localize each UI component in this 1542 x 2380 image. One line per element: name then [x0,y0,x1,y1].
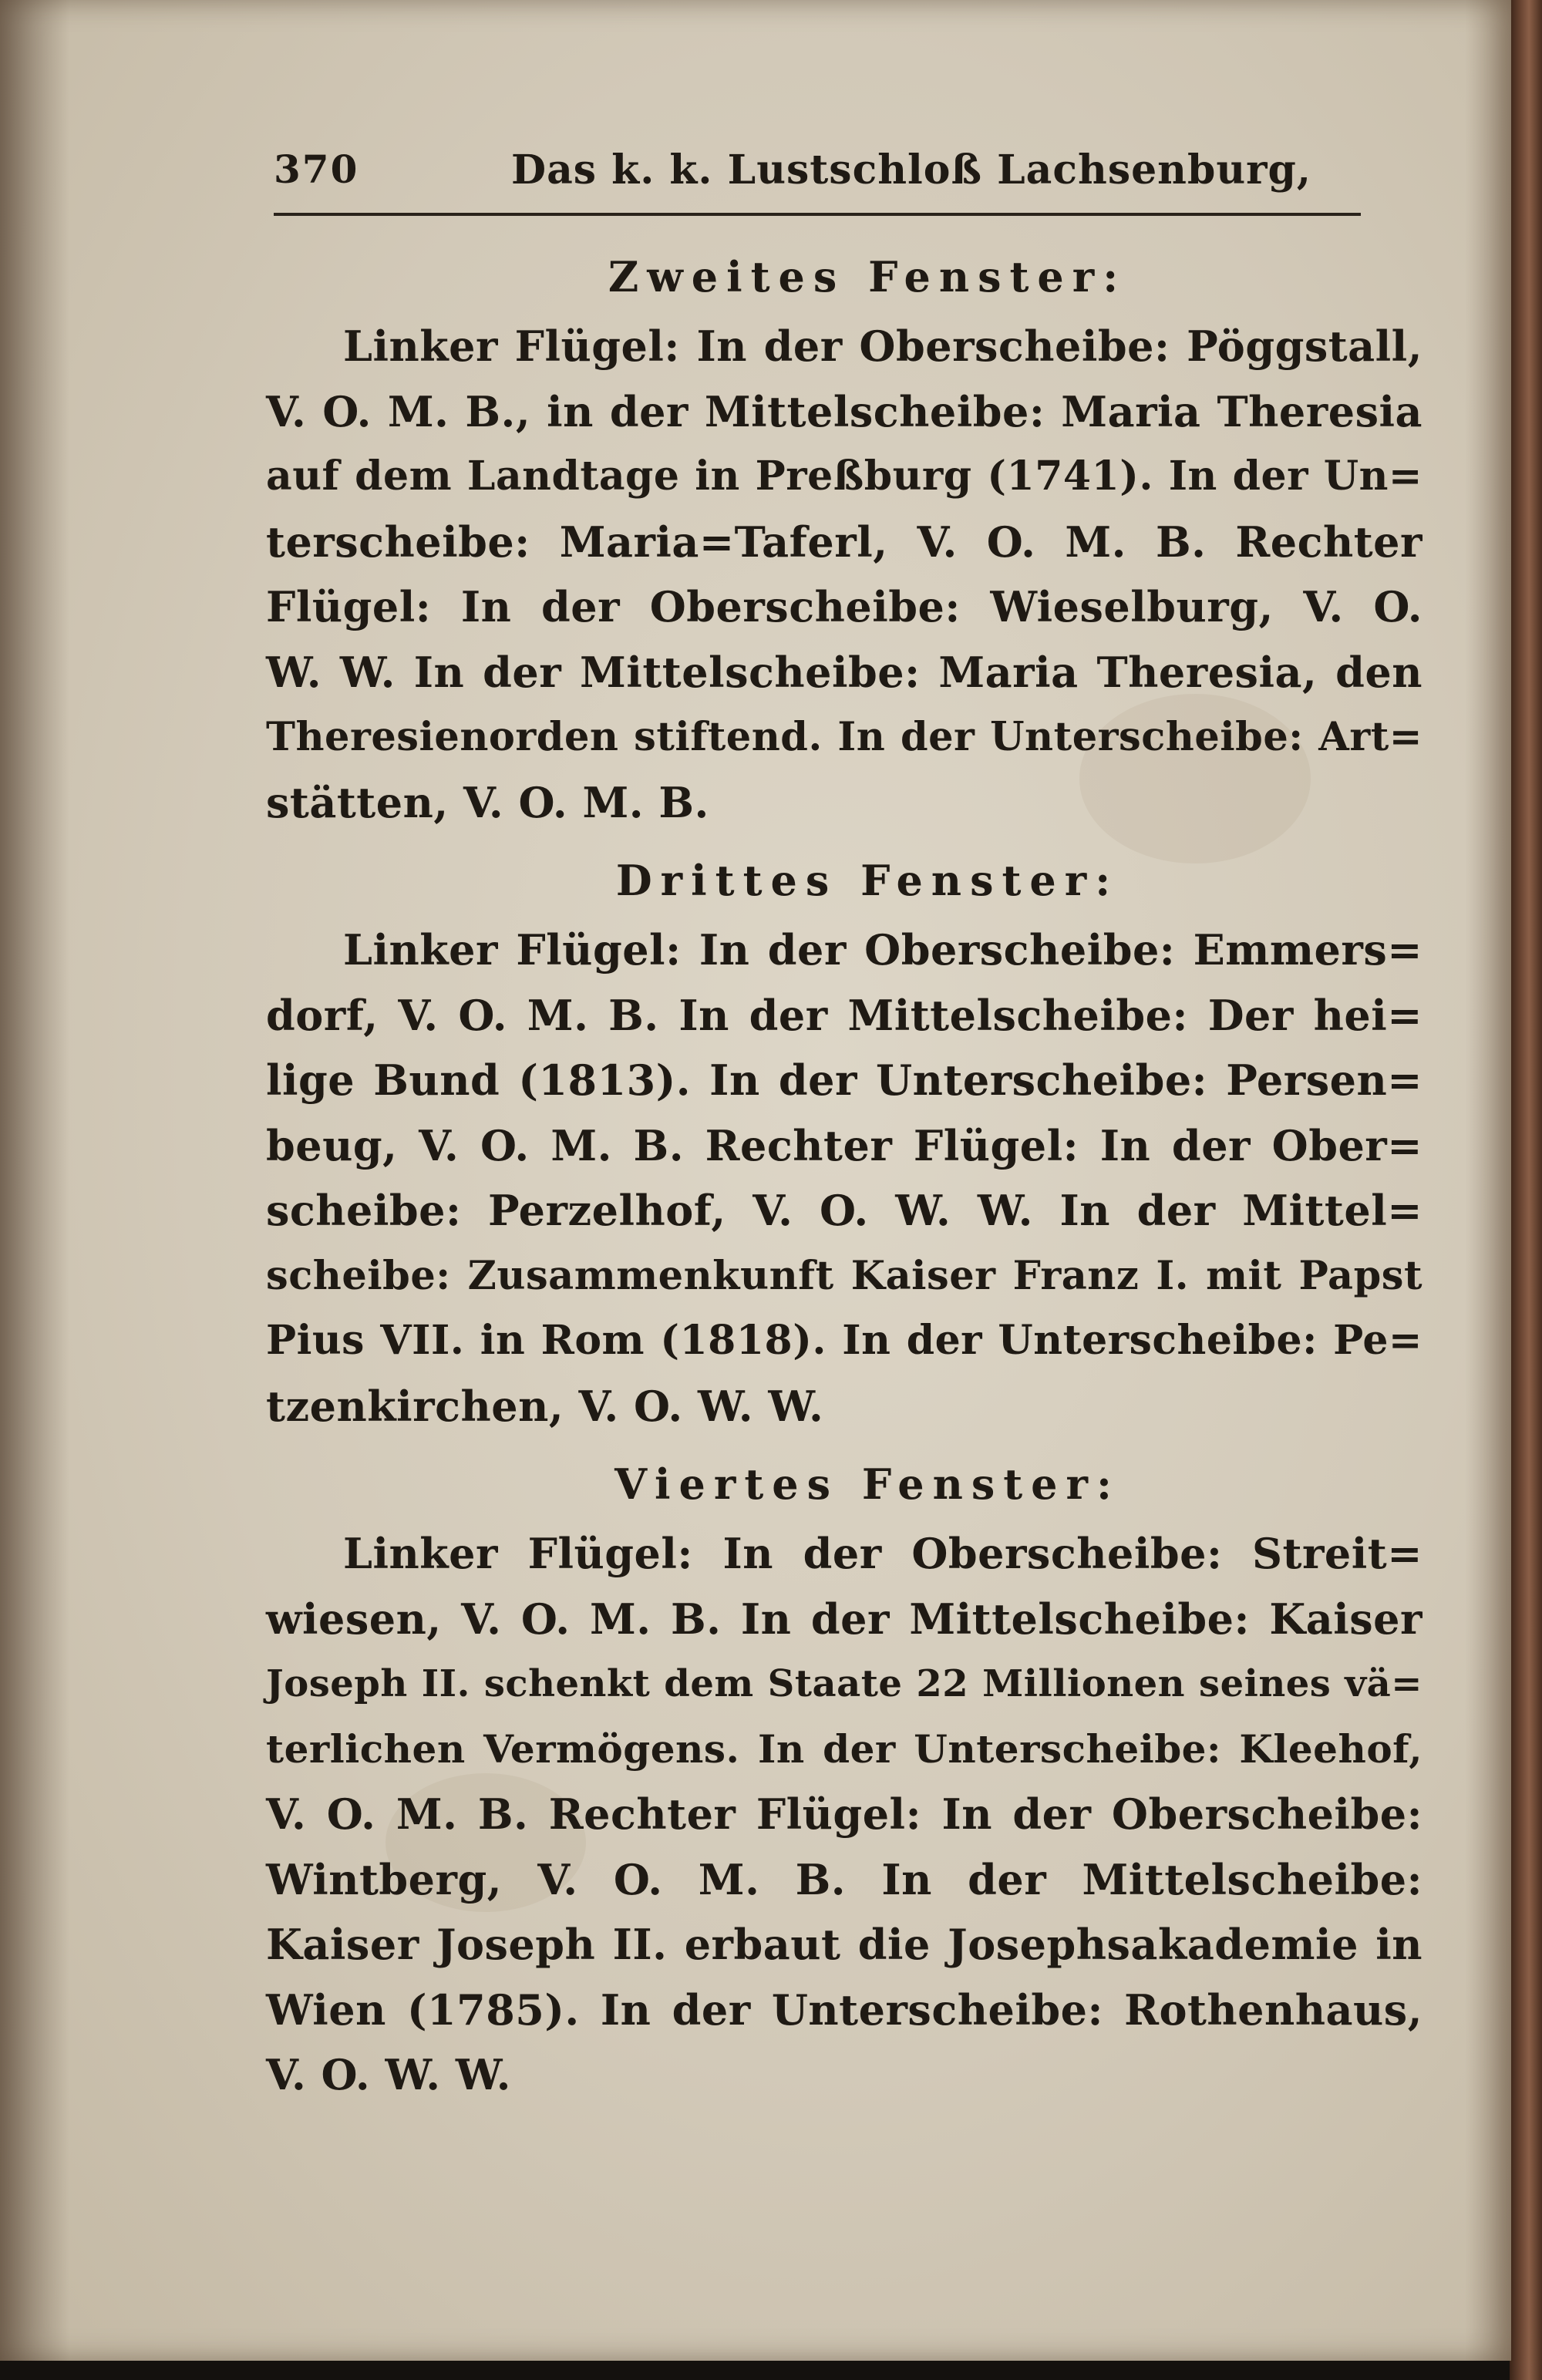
text-line: terscheibe: Maria=Taferl, V. O. M. B. Rechter [266,517,1422,567]
body-text [266,231,1422,2108]
text-line: tzenkirchen, V. O. W. W. [266,1381,824,1431]
gutter-shadow [0,0,69,2361]
text-line: auf dem Landtage in Preßburg (1741). In der Un= [266,453,1422,500]
text-line: scheibe: Zusammenkunft Kaiser Franz I. mit Papst [266,1252,1422,1299]
text-line: scheibe: Perzelhof, V. O. W. W. In der Mittel= [266,1186,1422,1235]
section-title: Viertes Fenster: [614,1459,1120,1509]
text-line: Linker Flügel: In der Oberscheibe: Emmers= [343,925,1422,975]
section-title: Drittes Fenster: [615,856,1119,905]
text-line: beug, V. O. M. B. Rechter Flügel: In der Ober= [266,1120,1422,1170]
text-line: Linker Flügel: In der Oberscheibe: Streit= [343,1529,1422,1578]
book-edge [1510,0,1542,2380]
text-line: Wintberg, V. O. M. B. In der Mittelscheibe: [266,1854,1422,1904]
header-rule [274,213,1361,216]
text-line: Theresienorden stiftend. In der Unterscheibe: Art= [266,714,1422,760]
page-edge-shadow [1465,0,1511,2361]
text-line: Linker Flügel: In der Oberscheibe: Pöggstall, [343,321,1422,371]
text-line: Joseph II. schenkt dem Staate 22 Millionen seines vä= [266,1662,1422,1705]
page-header [274,146,1361,208]
page-number: 370 [274,146,359,192]
text-line: V. O. M. B., in der Mittelscheibe: Maria Theresia [266,386,1422,436]
text-line: dorf, V. O. M. B. In der Mittelscheibe: Der hei= [266,990,1422,1040]
text-line: lige Bund (1813). In der Unterscheibe: Persen= [266,1055,1422,1105]
text-line: Kaiser Joseph II. erbaut die Josephsakademie in [266,1920,1422,1969]
text-line: W. W. In der Mittelscheibe: Maria Theresia, den [266,647,1422,697]
text-line: stätten, V. O. M. B. [266,777,709,827]
text-line: V. O. W. W. [266,2050,511,2099]
text-line: Pius VII. in Rom (1818). In der Unterscheibe: Pe= [266,1317,1422,1364]
text-line: terlichen Vermögens. In der Unterscheibe: Kleehof, [266,1725,1422,1772]
text-line: V. O. M. B. Rechter Flügel: In der Oberscheibe: [266,1789,1422,1839]
text-line: Wien (1785). In der Unterscheibe: Rothenhaus, [266,1984,1422,2035]
text-line: Flügel: In der Oberscheibe: Wieselburg, V. O. [266,582,1422,631]
text-line: wiesen, V. O. M. B. In der Mittelscheibe: Kaiser [266,1594,1422,1644]
section-title: Zweites Fenster: [608,252,1127,301]
running-head: Das k. k. Lustschloß Lachsenburg, [511,146,1312,194]
